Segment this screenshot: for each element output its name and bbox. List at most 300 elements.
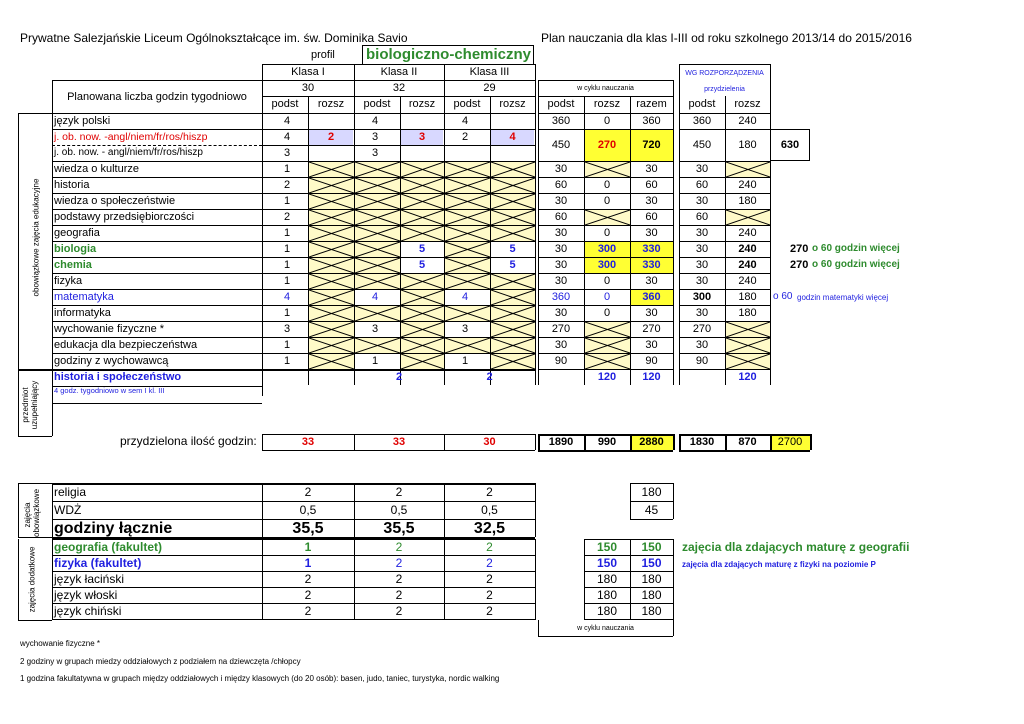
footnote-3: 1 godzina fakultatywna w grupach między oddziałowych i między klasowych (do 20 osób): basen, judo, taniec, turystyka, nordic walking <box>20 674 500 683</box>
cycle-value: 180 <box>738 291 757 303</box>
crossed-cell <box>401 322 444 337</box>
cycle-value: 360 <box>551 115 571 127</box>
rule-v <box>535 483 536 537</box>
total-wt: 2700 <box>777 436 803 448</box>
rule-h <box>18 436 52 437</box>
total-cp: 1890 <box>548 436 574 448</box>
additional-k3: 2 <box>486 540 493 554</box>
subject-name: wiedza o społeczeństwie <box>54 195 176 207</box>
footnote-2: 2 godziny w grupach miedzy oddziałowych z podziałem na dziewczęta /chłopcy <box>20 657 301 666</box>
mandatory-name: religia <box>54 485 87 499</box>
rule-v <box>673 539 674 620</box>
additional-k1: 1 <box>304 556 312 570</box>
rule-v <box>18 539 19 620</box>
cycle-value: 60 <box>554 211 568 223</box>
crossed-cell <box>585 210 630 225</box>
cycle-value: 30 <box>554 163 568 175</box>
subject-name: j. ob. now. - angl/niem/fr/ros/hiszp <box>54 147 203 158</box>
rule-h <box>630 519 673 520</box>
plan-title: Plan nauczania dla klas I-III od roku szkolnego 2013/14 do 2015/2016 <box>541 31 912 45</box>
mandatory-k1: 0,5 <box>299 503 317 517</box>
additional-cr: 180 <box>596 604 618 618</box>
cycle-value: 30 <box>695 227 709 239</box>
crossed-cell <box>491 274 535 289</box>
cycle-value: 240 <box>738 243 757 255</box>
cycle-value: 0 <box>603 195 611 207</box>
crossed-cell <box>401 178 444 193</box>
hours-value: 1 <box>284 195 291 207</box>
subject-name: matematyka <box>54 291 114 303</box>
crossed-cell <box>726 322 770 337</box>
crossed-cell <box>309 162 354 177</box>
rule-h <box>679 450 810 452</box>
additional-k3: 2 <box>486 588 493 602</box>
cycle-value: 180 <box>738 195 757 207</box>
crossed-cell <box>445 258 490 273</box>
rule-h <box>679 64 770 65</box>
rule-v <box>673 80 674 113</box>
crossed-cell <box>445 242 490 257</box>
crossed-cell <box>726 354 770 369</box>
cycle-value: 270 <box>692 323 712 335</box>
footnote-1: wychowanie fizyczne * <box>20 639 101 648</box>
crossed-cell <box>726 210 770 225</box>
additional-ct: 150 <box>641 556 662 570</box>
regulation-label: WG ROZPORZĄDZENIA <box>685 70 764 77</box>
total-k1: 33 <box>301 436 315 448</box>
cycle-value: 30 <box>645 339 658 351</box>
additional-k3: 2 <box>486 604 493 618</box>
cycle-value: 30 <box>695 243 709 255</box>
hist-wr: 120 <box>738 371 757 383</box>
hist-name: historia i społeczeństwo <box>54 371 182 383</box>
cycle-value: 360 <box>642 115 661 127</box>
hours-value: 4 <box>372 291 379 303</box>
additional-name: fizyka (fakultet) <box>54 556 142 570</box>
crossed-cell <box>585 162 630 177</box>
crossed-cell <box>491 210 535 225</box>
mandatory-k2: 2 <box>395 485 403 499</box>
additional-k2: 2 <box>395 556 403 570</box>
crossed-cell <box>445 194 490 209</box>
crossed-cell <box>355 194 400 209</box>
subject-name: j. ob. now. -angl/niem/fr/ros/hiszp <box>54 131 208 143</box>
rule-h <box>52 619 535 620</box>
cycle-value: 30 <box>554 243 568 255</box>
additional-k2: 2 <box>395 604 403 618</box>
crossed-cell <box>401 210 444 225</box>
cycle-value: 450 <box>692 139 712 151</box>
crossed-cell <box>355 162 400 177</box>
class-2-hours: 32 <box>392 82 406 94</box>
crossed-cell <box>491 354 535 369</box>
cycle-value: 30 <box>645 227 658 239</box>
crossed-cell <box>491 306 535 321</box>
additional-note: zajęcia dla zdających maturę z fizyki na poziomie P <box>682 560 876 569</box>
cycle-value: 0 <box>603 275 611 287</box>
cycle-value: 90 <box>554 355 568 367</box>
additional-ct: 180 <box>641 604 662 618</box>
crossed-cell <box>445 162 490 177</box>
total-k3: 30 <box>483 436 496 448</box>
subject-name: chemia <box>54 259 92 271</box>
additional-ct: 150 <box>641 540 662 554</box>
rule-v <box>18 483 19 537</box>
crossed-cell <box>355 306 400 321</box>
crossed-cell <box>585 322 630 337</box>
rule-h <box>630 483 673 484</box>
additional-cr: 150 <box>596 556 618 570</box>
crossed-cell <box>309 242 354 257</box>
extended-value: 2 <box>327 131 335 143</box>
crossed-cell <box>309 338 354 353</box>
crossed-cell <box>491 178 535 193</box>
hours-value: 1 <box>284 259 291 271</box>
subject-name: godziny z wychowawcą <box>54 355 169 367</box>
rule-v <box>673 501 674 519</box>
col-podst: podst <box>453 98 481 110</box>
hours-value: 4 <box>372 115 379 127</box>
crossed-cell <box>726 162 770 177</box>
profile-value: biologiczno-chemiczny <box>362 45 534 65</box>
cycle-value: 240 <box>738 259 757 271</box>
class-1-name: Klasa I <box>291 66 325 78</box>
subject-name: edukacja dla bezpieczeństwa <box>54 339 198 351</box>
cycle-col-razem: razem <box>636 98 667 110</box>
crossed-cell <box>355 274 400 289</box>
cycle-value: 30 <box>695 163 709 175</box>
crossed-cell <box>491 162 535 177</box>
hours-value: 3 <box>372 323 379 335</box>
cycle-value: 60 <box>695 211 709 223</box>
hist-sub: 4 godz. tygodniowo w sem I kl. III <box>54 386 165 395</box>
cycle-value: 90 <box>695 355 709 367</box>
hours-value: 1 <box>284 275 291 287</box>
col-podst: podst <box>271 98 299 110</box>
additional-cr: 180 <box>596 572 618 586</box>
cycle-value: 30 <box>695 275 709 287</box>
total-ct: 2880 <box>639 436 664 448</box>
cycle-value: 270 <box>597 139 617 151</box>
total-k2: 33 <box>392 436 406 448</box>
additional-name: język łaciński <box>54 572 125 586</box>
cycle-value: 30 <box>695 339 709 351</box>
hours-value: 2 <box>284 211 291 223</box>
cycle-value: 30 <box>554 275 568 287</box>
crossed-cell <box>355 338 400 353</box>
side-label-mandatory: zajęcia obowiązkowe <box>23 488 41 537</box>
cycle-label: w cyklu nauczania <box>577 85 634 92</box>
additional-name: geografia (fakultet) <box>54 540 163 554</box>
profile-label: profil <box>311 49 335 61</box>
school-name: Prywatne Salezjańskie Liceum Ogólnokształcące im. św. Dominika Savio <box>20 31 408 45</box>
cycle-value: 30 <box>554 227 568 239</box>
rule-v <box>673 434 675 450</box>
additional-cr: 150 <box>596 540 618 554</box>
cycle-col-podst: podst <box>547 98 575 110</box>
rule-h <box>538 80 673 81</box>
crossed-cell <box>401 226 444 241</box>
rule-h <box>52 537 535 539</box>
crossed-cell <box>401 354 444 369</box>
hist-k2: 2 <box>395 371 403 383</box>
hours-value: 4 <box>284 115 291 127</box>
rule-v <box>535 113 536 385</box>
subject-name: język polski <box>54 115 111 127</box>
hours-value: 2 <box>462 131 469 143</box>
rule-h <box>262 450 535 451</box>
crossed-cell <box>309 178 354 193</box>
cycle-value: 30 <box>645 163 658 175</box>
cycle-value: 330 <box>642 243 661 255</box>
cycle-value: 30 <box>695 195 709 207</box>
mandatory-k3: 32,5 <box>473 520 506 537</box>
total-cr: 990 <box>597 436 617 448</box>
col-rozsz: rozsz <box>317 98 345 110</box>
rule-h <box>18 620 52 621</box>
reg-col-podst: podst <box>688 98 716 110</box>
hist-cr: 120 <box>597 371 617 383</box>
cycle-value: 30 <box>554 307 568 319</box>
hours-value: 4 <box>462 291 469 303</box>
extended-value: 4 <box>509 131 516 143</box>
additional-k1: 1 <box>304 540 312 554</box>
additional-k3: 2 <box>486 556 493 570</box>
extended-value: 5 <box>509 259 516 271</box>
additional-cr: 180 <box>596 588 618 602</box>
additional-ct: 180 <box>641 588 662 602</box>
cycle-value: 180 <box>738 307 757 319</box>
hours-value: 1 <box>462 355 469 367</box>
cycle-col-rozsz: rozsz <box>593 98 621 110</box>
cycle-value: 240 <box>738 275 757 287</box>
rule-h <box>52 501 535 502</box>
crossed-cell <box>355 242 400 257</box>
additional-k1: 2 <box>304 572 312 586</box>
mandatory-ct: 180 <box>641 485 662 499</box>
cycle-value: 90 <box>645 355 658 367</box>
crossed-cell <box>491 290 535 305</box>
cycle-value: 300 <box>597 259 617 271</box>
cycle-value: 330 <box>642 259 661 271</box>
cycle-value: 180 <box>738 139 757 151</box>
extra-value: 630 <box>780 139 800 151</box>
cycle-value: 30 <box>554 195 568 207</box>
crossed-cell <box>445 306 490 321</box>
row-note: o 60 godzin więcej <box>812 243 900 254</box>
mandatory-k1: 2 <box>304 485 312 499</box>
extended-value: 5 <box>418 243 426 255</box>
additional-k2: 2 <box>395 540 403 554</box>
rule-v <box>262 370 263 396</box>
subject-name: biologia <box>54 243 97 255</box>
crossed-cell <box>309 226 354 241</box>
cycle-value: 240 <box>738 227 757 239</box>
rule-v <box>52 370 53 403</box>
hours-value: 1 <box>284 339 291 351</box>
cycle-value: 30 <box>645 307 658 319</box>
crossed-cell <box>401 290 444 305</box>
cycle-value: 240 <box>738 179 757 191</box>
hours-value: 4 <box>462 115 469 127</box>
rule-h <box>630 501 673 502</box>
col-rozsz: rozsz <box>408 98 436 110</box>
rule-v <box>810 434 812 450</box>
cycle-value: 30 <box>645 275 658 287</box>
extended-value: 5 <box>509 243 516 255</box>
rule-h <box>52 403 262 404</box>
rule-v <box>52 483 53 537</box>
additional-ct: 180 <box>641 572 662 586</box>
hist-k3: 2 <box>486 371 493 383</box>
cycle-value: 270 <box>551 323 571 335</box>
hours-value: 1 <box>284 355 291 367</box>
reg-col-rozsz: rozsz <box>734 98 761 110</box>
crossed-cell <box>309 322 354 337</box>
cycle-value: 30 <box>554 259 568 271</box>
crossed-cell <box>355 258 400 273</box>
hours-value: 2 <box>284 179 291 191</box>
subject-name: fizyka <box>54 275 83 287</box>
crossed-cell <box>445 226 490 241</box>
class-3-hours: 29 <box>483 82 496 94</box>
rule-v <box>770 64 771 113</box>
rule-v <box>262 113 263 385</box>
rule-v <box>673 483 674 501</box>
cycle-value: 300 <box>692 291 712 303</box>
hours-value: 4 <box>284 291 291 303</box>
cycle-value: 360 <box>692 115 712 127</box>
crossed-cell <box>726 338 770 353</box>
mandatory-k1: 35,5 <box>292 520 324 537</box>
cycle-value: 30 <box>695 259 709 271</box>
hours-value: 4 <box>284 131 291 143</box>
crossed-cell <box>585 354 630 369</box>
side-label-obligatory: obowiązkowe zajęcia edukacyjne <box>31 178 41 297</box>
mandatory-name: godziny łącznie <box>54 520 173 537</box>
cycle-value: 360 <box>551 291 571 303</box>
additional-name: język chiński <box>54 604 122 618</box>
hours-value: 1 <box>284 163 291 175</box>
cycle-value: 60 <box>695 179 709 191</box>
cycle-value: 0 <box>603 227 611 239</box>
crossed-cell <box>445 178 490 193</box>
rule-v <box>18 113 19 436</box>
allocation-label: przydzielenia <box>704 86 745 93</box>
subject-name: wychowanie fizyczne * <box>54 323 165 335</box>
cycle-value: 270 <box>642 323 661 335</box>
hours-value: 3 <box>462 323 469 335</box>
hours-value: 1 <box>284 243 291 255</box>
crossed-cell <box>355 178 400 193</box>
additional-k2: 2 <box>395 572 403 586</box>
cycle-value: 60 <box>645 179 658 191</box>
crossed-cell <box>309 210 354 225</box>
col-podst: podst <box>363 98 391 110</box>
mandatory-k3: 0,5 <box>481 503 498 517</box>
row-note-o: o 60 <box>773 291 793 302</box>
hours-value: 1 <box>284 307 291 319</box>
cycle-value: 0 <box>603 115 611 127</box>
crossed-cell <box>401 162 444 177</box>
hours-value: 3 <box>372 131 379 143</box>
crossed-cell <box>309 354 354 369</box>
crossed-cell <box>401 194 444 209</box>
additional-name: język włoski <box>54 588 118 602</box>
cycle-value: 60 <box>645 211 658 223</box>
rule-h <box>18 370 52 371</box>
class-3-name: Klasa III <box>469 66 510 78</box>
cycle-value: 450 <box>551 139 571 151</box>
crossed-cell <box>355 226 400 241</box>
subject-name: podstawy przedsiębiorczości <box>54 211 195 223</box>
cycle-value: 0 <box>603 307 611 319</box>
crossed-cell <box>585 338 630 353</box>
rule-h <box>679 129 770 130</box>
rule-h <box>52 80 262 81</box>
crossed-cell <box>445 338 490 353</box>
hours-value: 3 <box>284 147 291 159</box>
total-wr: 870 <box>738 436 757 448</box>
extra-value: 270 <box>790 243 809 255</box>
subject-name: wiedza o kulturze <box>54 163 139 175</box>
rule-h <box>584 619 673 620</box>
hours-value: 1 <box>372 355 379 367</box>
additional-k1: 2 <box>304 588 312 602</box>
crossed-cell <box>445 210 490 225</box>
rule-h <box>18 483 52 484</box>
crossed-cell <box>491 194 535 209</box>
rule-v <box>535 539 536 620</box>
class-1-hours: 30 <box>301 82 315 94</box>
subject-name: informatyka <box>54 307 111 319</box>
crossed-cell <box>401 338 444 353</box>
hours-value: 1 <box>284 227 291 239</box>
rule-v <box>535 434 536 450</box>
mandatory-k3: 2 <box>486 485 493 499</box>
extended-value: 5 <box>418 259 426 271</box>
rule-v <box>535 64 536 113</box>
class-2-name: Klasa II <box>380 66 418 78</box>
mandatory-k2: 0,5 <box>390 503 408 517</box>
hist-ct: 120 <box>642 371 661 383</box>
row-note: godzin matematyki więcej <box>797 293 889 302</box>
hours-value: 3 <box>284 323 291 335</box>
cycle-value: 720 <box>642 139 661 151</box>
cycle-bottom-label: w cyklu nauczania <box>577 625 634 632</box>
additional-k1: 2 <box>304 604 312 618</box>
cycle-value: 360 <box>642 291 661 303</box>
rule-h <box>538 450 673 452</box>
cycle-value: 0 <box>603 291 611 303</box>
extra-value: 270 <box>790 259 809 271</box>
row-note: o 60 godzin więcej <box>812 259 900 270</box>
cycle-value: 300 <box>597 243 617 255</box>
crossed-cell <box>309 258 354 273</box>
rule-h <box>538 636 673 637</box>
totals-label: przydzielona ilość godzin: <box>120 434 257 448</box>
cycle-value: 30 <box>695 307 709 319</box>
cycle-value: 240 <box>738 115 757 127</box>
rule-v <box>673 620 674 636</box>
additional-k3: 2 <box>486 572 493 586</box>
crossed-cell <box>401 306 444 321</box>
crossed-cell <box>491 338 535 353</box>
subject-name: historia <box>54 179 90 191</box>
crossed-cell <box>491 322 535 337</box>
mandatory-name: WDŻ <box>54 503 82 517</box>
crossed-cell <box>401 274 444 289</box>
